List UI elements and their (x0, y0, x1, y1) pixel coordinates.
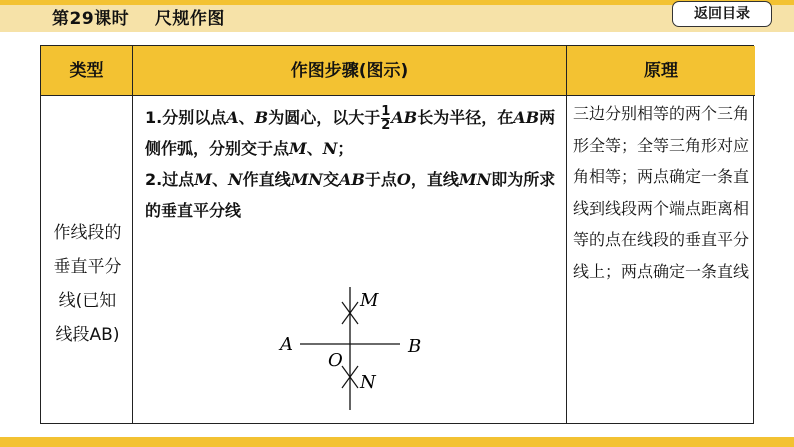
step2-text: 作直线 (242, 170, 291, 189)
step2-text: 于点 (364, 170, 397, 189)
point-M-label: M (289, 139, 307, 158)
point-O-label: O (396, 170, 411, 189)
step2-text: 2.过点 (145, 170, 195, 189)
fraction-one-half (381, 105, 390, 132)
step1-text: 长为半径，在 (417, 108, 514, 127)
point-B-label: B (254, 108, 269, 127)
point-N-label: N (227, 170, 243, 189)
text-sep: 、 (306, 139, 323, 158)
column-header-type: 类型 (41, 46, 133, 96)
type-text: 作线段的垂直平分线(已知线段AB) (53, 223, 122, 345)
type-cell (41, 96, 133, 423)
principle-cell (567, 96, 755, 423)
line-MN-label: MN (290, 170, 323, 189)
label-B: B (408, 336, 422, 357)
top-bar (0, 0, 794, 32)
step1-text: 两侧作弧，分别交于点 (145, 108, 556, 158)
label-A: A (280, 334, 293, 355)
step2-text: 即为所求的垂直平分线 (145, 170, 556, 220)
segment-AB-label: AB (513, 108, 540, 127)
lesson-title: 第29课时 尺规作图 (52, 9, 225, 29)
step2-text: ，直线 (410, 170, 459, 189)
step1-text: 为圆心，以大于 (268, 108, 381, 127)
text-sep: 、 (211, 170, 228, 189)
fraction-denominator: 2 (381, 118, 391, 133)
text-sep: 、 (238, 108, 255, 127)
line-MN-label: MN (458, 170, 492, 189)
label-M: M (360, 290, 379, 311)
step2-text: 交 (322, 170, 339, 189)
column-header-principle: 原理 (567, 46, 755, 96)
steps-text (145, 102, 560, 226)
back-to-contents-button[interactable]: 返回目录 (672, 1, 772, 27)
label-N: N (360, 372, 376, 393)
bottom-bar (0, 437, 794, 447)
segment-AB-label: AB (391, 108, 418, 127)
perpendicular-bisector-diagram (276, 282, 436, 417)
step1-text: 1.分别以点 (145, 108, 227, 127)
fraction-numerator: 1 (381, 104, 391, 119)
point-N-label: N (322, 139, 338, 158)
column-header-steps: 作图步骤(图示) (133, 46, 567, 96)
segment-AB-label: AB (338, 170, 365, 189)
point-M-label: M (194, 170, 212, 189)
label-O: O (328, 350, 343, 371)
text-sep: ； (337, 139, 354, 158)
point-A-label: A (226, 108, 239, 127)
principle-text: 三边分别相等的两个三角形全等；全等三角形对应角相等；两点确定一条直线到线段两个端点距离相等的点在线段的垂直平分线上；两点确定一条直线 (573, 104, 750, 281)
